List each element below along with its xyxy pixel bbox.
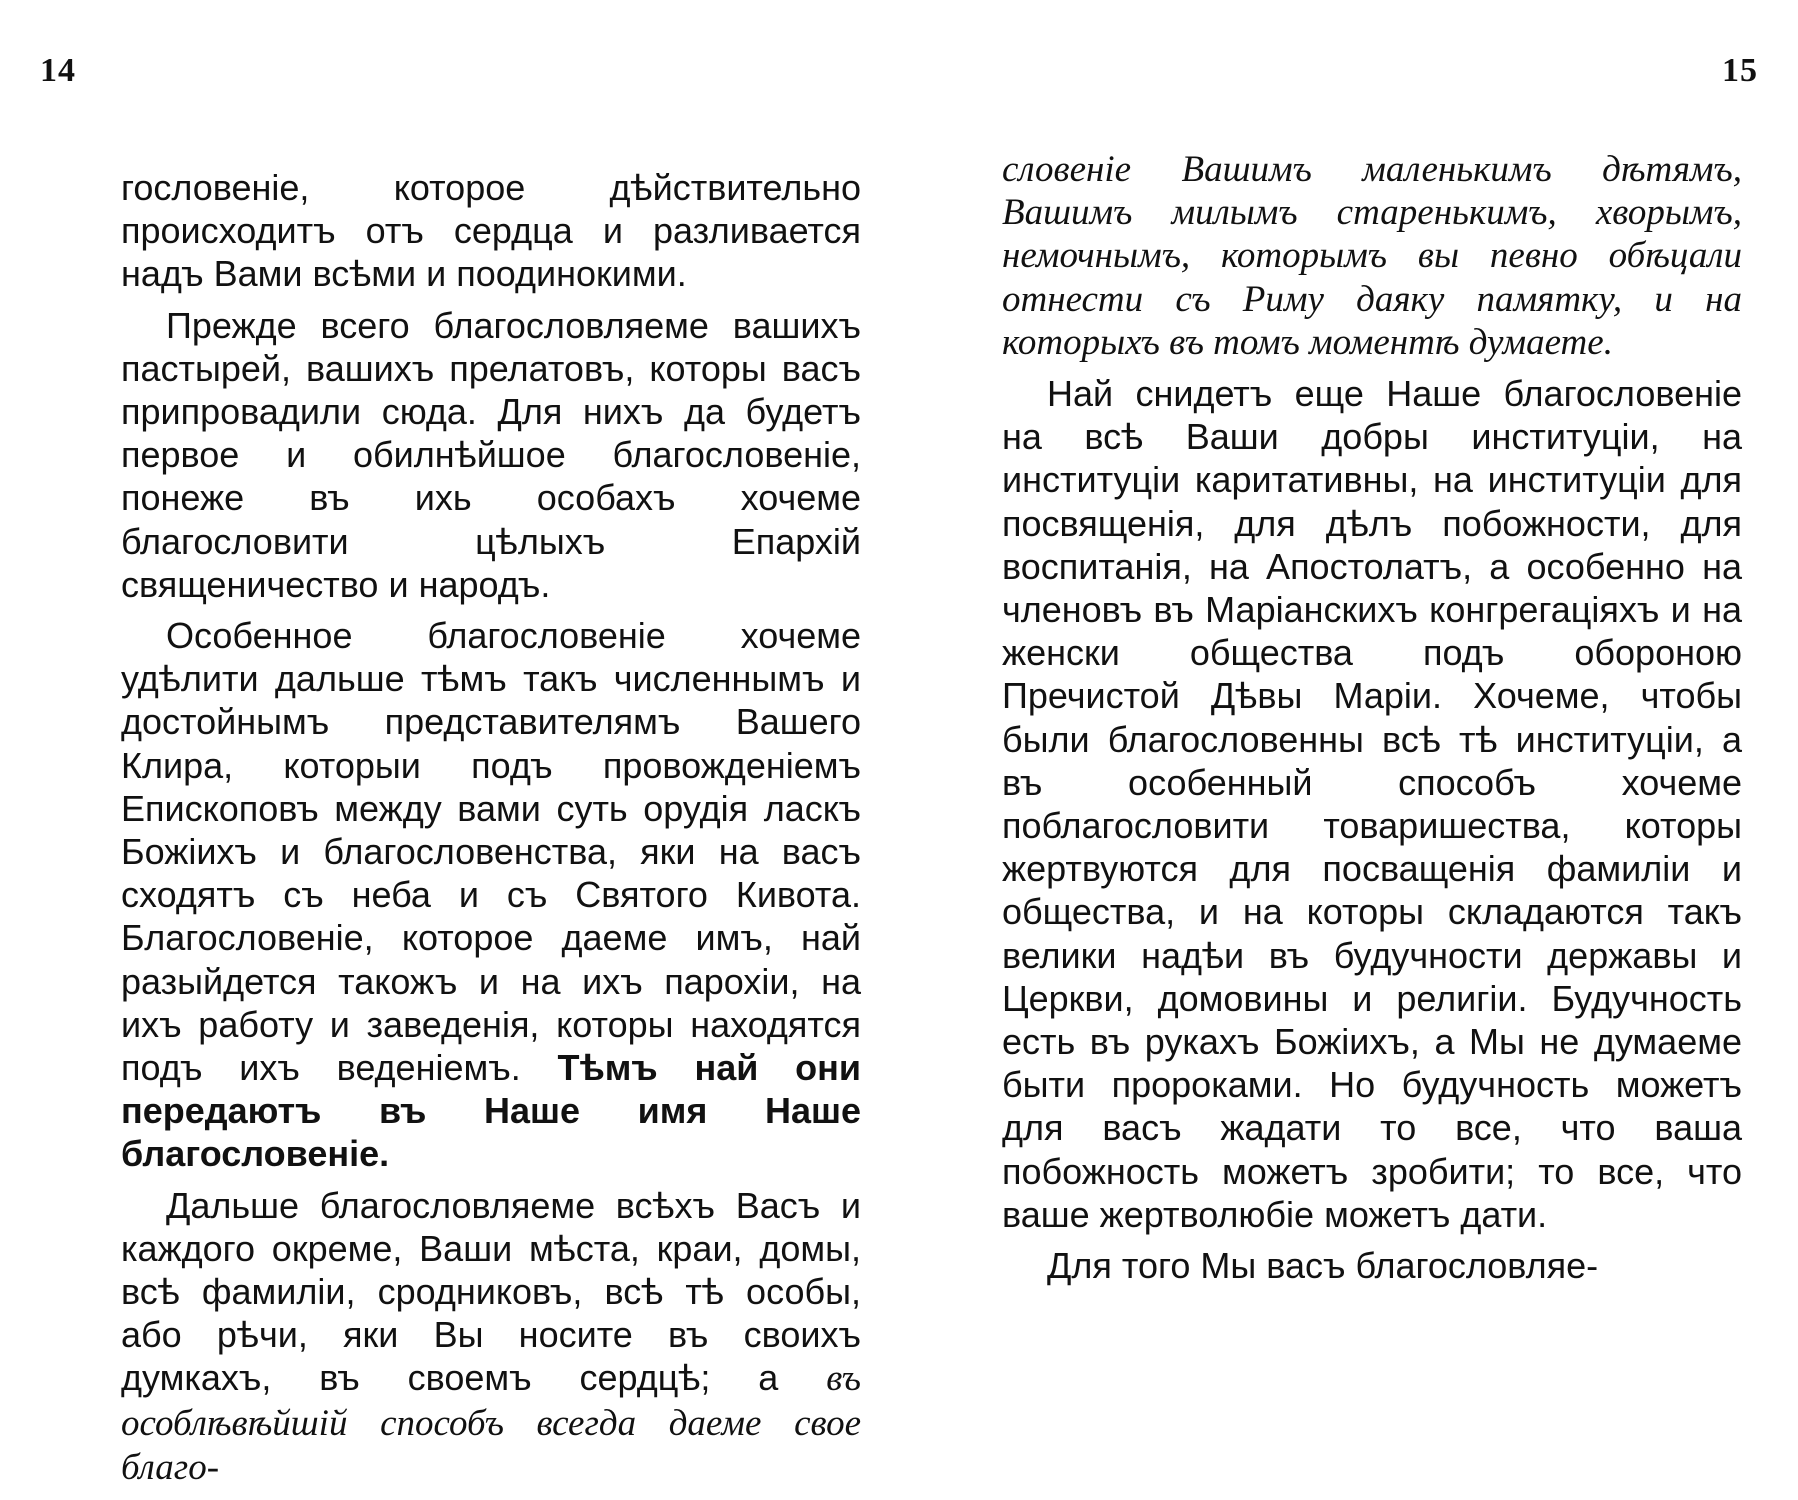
left-paragraph-1: гословенie, которое дѣйствительно происходитъ отъ сердца и разливается надъ Вами всѣми и поодинокими. (121, 167, 861, 295)
right-page-number: 15 (1722, 52, 1758, 89)
right-paragraph-1: словенie Вашимъ маленькимъ дѣтямъ, Вашимъ милымъ старенькимъ, хворымъ, немочнымъ, которымъ вы певно обѣцали отнести съ Риму даяку памятку, и на которыхъ въ томъ моментѣ думаете. (1002, 149, 1742, 363)
right-paragraph-3: Для того Мы васъ благословляе- (1047, 1245, 1599, 1287)
left-paragraph-2: Прежде всего благословляеме вашихъ пастырей, вашихъ прелатовъ, которы васъ припровадили сюда. Для нихъ да будетъ первое и обилнѣйшое благословенie, понеже въ ихь особахъ хочеме благословити цѣлыхъ Епархiй священичество и народъ. (121, 304, 861, 605)
left-paragraph-3-text: Особенное благословенie хочеме удѣлити дальше тѣмъ такъ численнымъ и достойнымъ представителямъ Вашего Клира, которыи подъ провожденieмъ Епископовъ между вами суть орудiя ласкъ Божiихъ и благословенства, яки на васъ сходятъ съ неба и съ Святого Кивота. Благословенie, которое даеме имъ, най разыйдется такожъ и на ихъ парохiи, на ихъ работу и заведенiя, которы находятся подъ ихъ веденieмъ. (121, 615, 861, 1089)
left-text-column (121, 166, 861, 1497)
left-paragraph-4-italic: въ особлѣвѣйшiй способъ всегда даеме свое благо- (121, 1358, 861, 1488)
left-paragraph-3 (121, 614, 861, 1176)
right-paragraph-2: Най снидетъ еще Наше благословенie на всѣ Ваши добры институцiи, на институцiи каритативны, на институцiи для посвященiя, для дѣлъ побожности, для воспитанiя, на Апостолатъ, а особенно на членовъ въ Марiанскихъ конгрегацiяхъ и на женски общества подъ обороною Пречистой Дѣвы Марiи. Хочеме, чтобы были благословенны всѣ тѣ институцiи, а въ особенный способъ хочеме поблагословити товаришества, которы жертвуются для посващенiя фамилiи и общества, и на которы складаются такъ велики надѣи въ будучности державы и Церкви, домовины и религiи. Будучность есть въ рукахъ Божiихъ, а Мы не думаеме быти пророками. Но будучность можетъ для васъ жадати то все, что ваша побожность можетъ зробити; то все, что ваше жертволюбie можетъ дати. (1002, 373, 1742, 1235)
right-page (899, 0, 1798, 1500)
left-page-number: 14 (40, 52, 76, 89)
right-text-column (1002, 148, 1742, 1295)
left-paragraph-4 (121, 1184, 861, 1489)
left-paragraph-4-text: Дальше благословляеме всѣхъ Васъ и каждого окреме, Ваши мѣста, краи, домы, всѣ фамилiи, сродниковъ, всѣ тѣ особы, або рѣчи, яки Вы носите въ своихъ думкахъ, въ своемъ сердцѣ; а (121, 1184, 861, 1399)
left-paragraph-3-bold: Тѣмъ най они передаютъ въ Наше имя Наше благословенie. (121, 1047, 861, 1175)
